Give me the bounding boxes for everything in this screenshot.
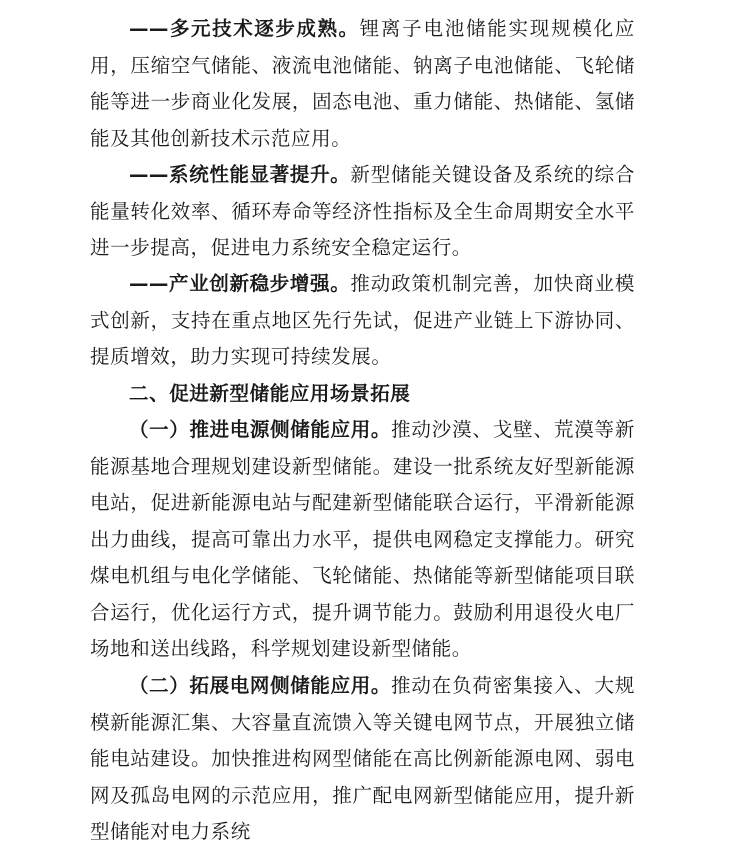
- paragraph-body: 推动沙漠、戈壁、荒漠等新能源基地合理规划建设新型储能。建设一批系统友好型新能源电站，促进新能源电站与配建新型储能联合运行，平滑新能源出力曲线，提高可靠出力水平，提供电网稳定支撑能力。研究煤电机组与电化学储能、飞轮储能、热储能等新型储能项目联合运行，优化运行方式，提升调节能力。鼓励利用退役火电厂场地和送出线路，科学规划建设新型储能。: [90, 418, 636, 660]
- paragraph-system-performance: [90, 157, 635, 267]
- paragraph-lead: ——系统性能显著提升。: [129, 163, 351, 186]
- paragraph-multi-tech: [90, 11, 635, 157]
- paragraph-body: 推动在负荷密集接入、大规模新能源汇集、大容量直流馈入等关键电网节点，开展独立储能电站建设。加快推进构网型储能在高比例新能源电网、弱电网及孤岛电网的示范应用，推广配电网新型储能应用，提升新型储能对电力系统: [90, 674, 636, 843]
- paragraph-lead: （二）拓展电网侧储能应用。: [129, 674, 392, 697]
- section-heading: 二、促进新型储能应用场景拓展: [129, 382, 411, 405]
- paragraph-lead: （一）推进电源侧储能应用。: [129, 418, 392, 441]
- paragraph-body: 新型储能关键设备及系统的综合能量转化效率、循环寿命等经济性指标及全生命周期安全水平进一步提高，促进电力系统安全稳定运行。: [90, 163, 635, 259]
- paragraph-industry-innovation: [90, 266, 635, 376]
- paragraph-source-side-storage: [90, 412, 635, 668]
- paragraph-lead: ——产业创新稳步增强。: [129, 272, 351, 295]
- paragraph-grid-side-storage: [90, 668, 635, 851]
- paragraph-lead: ——多元技术逐步成熟。: [129, 17, 360, 40]
- paragraph-body: 锂离子电池储能实现规模化应用，压缩空气储能、液流电池储能、钠离子电池储能、飞轮储能等进一步商业化发展，固态电池、重力储能、热储能、氢储能及其他创新技术示范应用。: [90, 17, 635, 150]
- paragraph-body: 推动政策机制完善，加快商业模式创新，支持在重点地区先行先试，促进产业链上下游协同、提质增效，助力实现可持续发展。: [90, 272, 635, 368]
